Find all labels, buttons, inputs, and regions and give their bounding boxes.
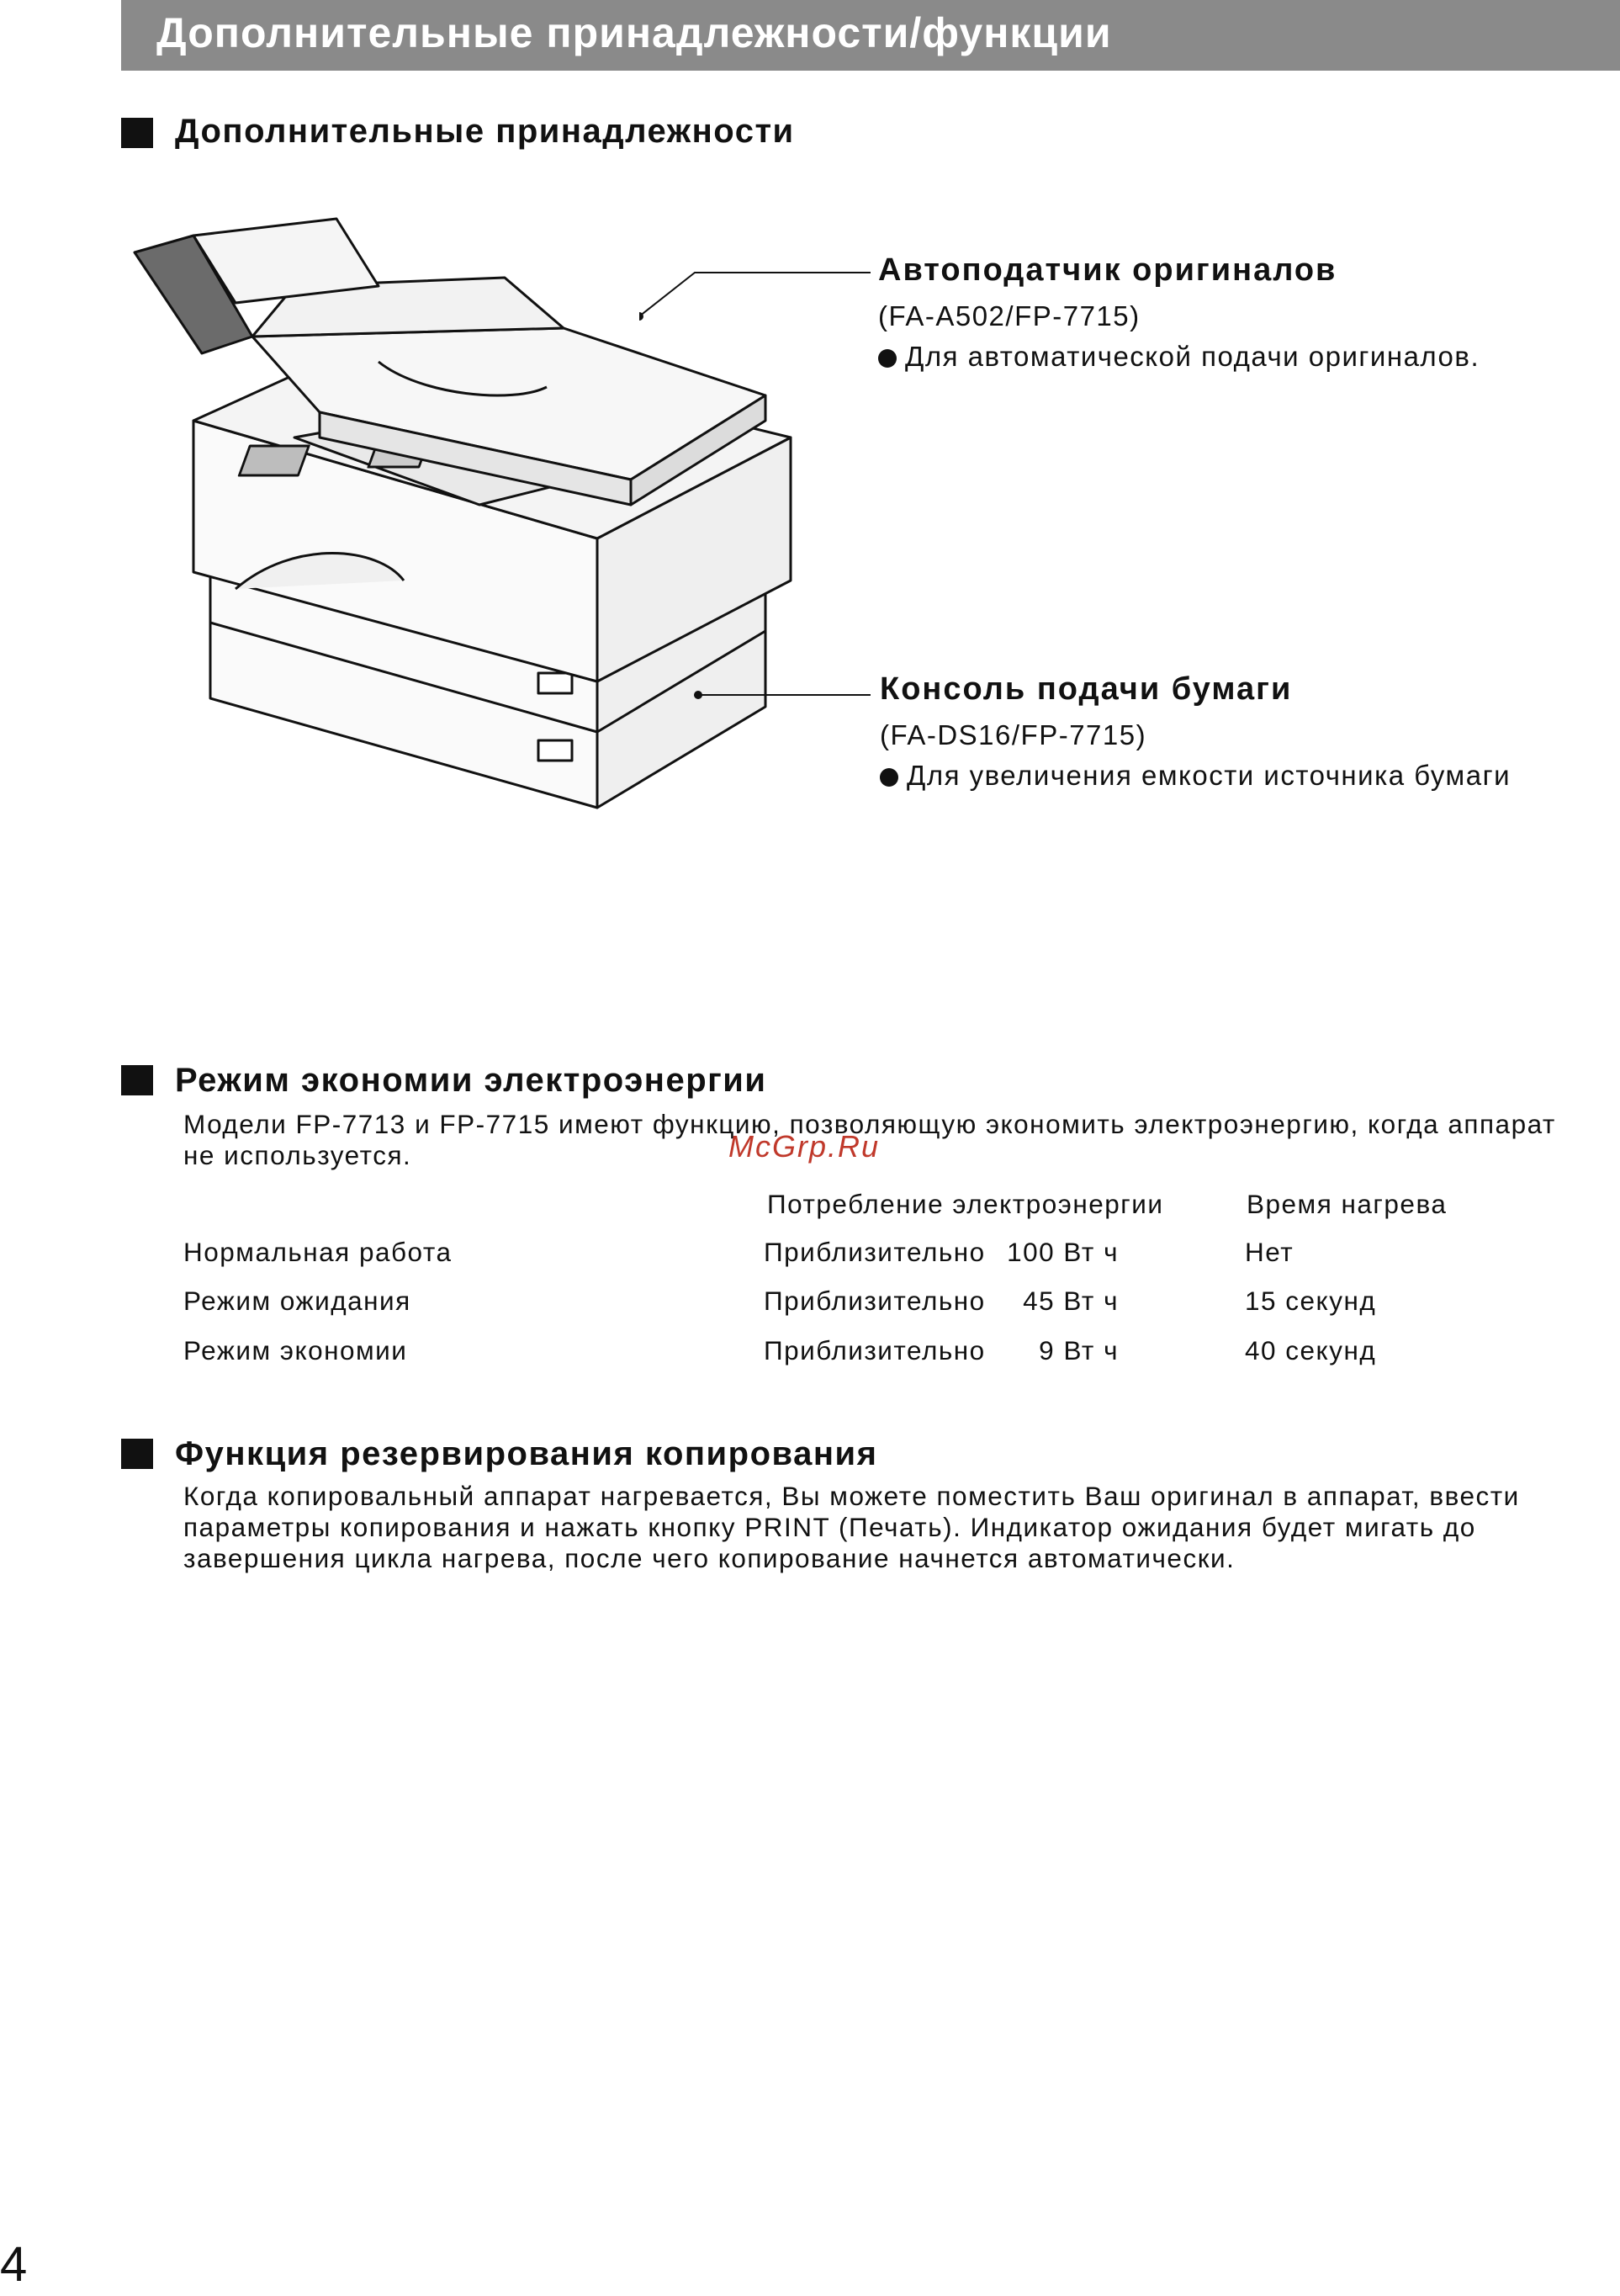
reserve-text-line3: завершения цикла нагрева, после чего копирование начнется автоматически. [183, 1543, 1236, 1573]
section-title-accessories: Дополнительные принадлежности [175, 113, 795, 150]
table-row-approx: Приблизительно [764, 1237, 986, 1267]
console-name: Консоль подачи бумаги [880, 671, 1293, 707]
table-row-approx: Приблизительно [764, 1335, 986, 1365]
page-number: 4 [0, 2237, 28, 2292]
adf-model: (FA-A502/FP-7715) [878, 300, 1141, 331]
section-bullet-square [121, 1065, 153, 1095]
section-bullet-square [121, 1439, 153, 1469]
table-row-mode: Нормальная работа [183, 1237, 453, 1267]
console-description-text: Для увеличения емкости источника бумаги [907, 760, 1511, 791]
page-header-bar [121, 0, 1620, 71]
power-intro-line1: Модели FP-7713 и FP-7715 имеют функцию, позволяющую экономить электроэнергию, когда аппарат [183, 1109, 1556, 1139]
table-row-power: 100 Вт ч [1007, 1237, 1119, 1267]
section-title-copy-reservation: Функция резервирования копирования [175, 1435, 878, 1472]
table-row-power: 9 Вт ч [1039, 1335, 1119, 1365]
table-row-mode: Режим экономии [183, 1335, 408, 1365]
table-header-power: Потребление электроэнергии [767, 1189, 1164, 1219]
table-row-power: 45 Вт ч [1023, 1286, 1119, 1316]
section-bullet-square [121, 118, 153, 148]
table-row-approx: Приблизительно [764, 1286, 986, 1316]
table-row-warmup: 15 секунд [1245, 1286, 1377, 1316]
bullet-dot [880, 768, 898, 787]
table-row-mode: Режим ожидания [183, 1286, 411, 1316]
adf-description-text: Для автоматической подачи оригиналов. [905, 341, 1480, 372]
adf-name: Автоподатчик оригиналов [878, 252, 1337, 288]
page-title: Дополнительные принадлежности/функции [156, 9, 1112, 56]
section-title-power-saving: Режим экономии электроэнергии [175, 1062, 767, 1099]
adf-description [878, 341, 1480, 373]
reserve-text-line1: Когда копировальный аппарат нагревается, Вы можете поместить Ваш оригинал в аппарат, ввести [183, 1481, 1520, 1511]
reserve-text-line2: параметры копирования и нажать кнопку PRINT (Печать). Индикатор ожидания будет мигать до [183, 1512, 1476, 1542]
table-row-warmup: 40 секунд [1245, 1335, 1377, 1365]
console-description [880, 760, 1511, 792]
callout-leader-lines [639, 261, 875, 707]
table-header-warmup: Время нагрева [1247, 1189, 1448, 1219]
watermark-text: McGrp.Ru [728, 1129, 881, 1164]
console-model: (FA-DS16/FP-7715) [880, 719, 1147, 750]
bullet-dot [878, 349, 897, 368]
table-row-warmup: Нет [1245, 1237, 1294, 1267]
power-intro-line2: не используется. [183, 1140, 412, 1170]
